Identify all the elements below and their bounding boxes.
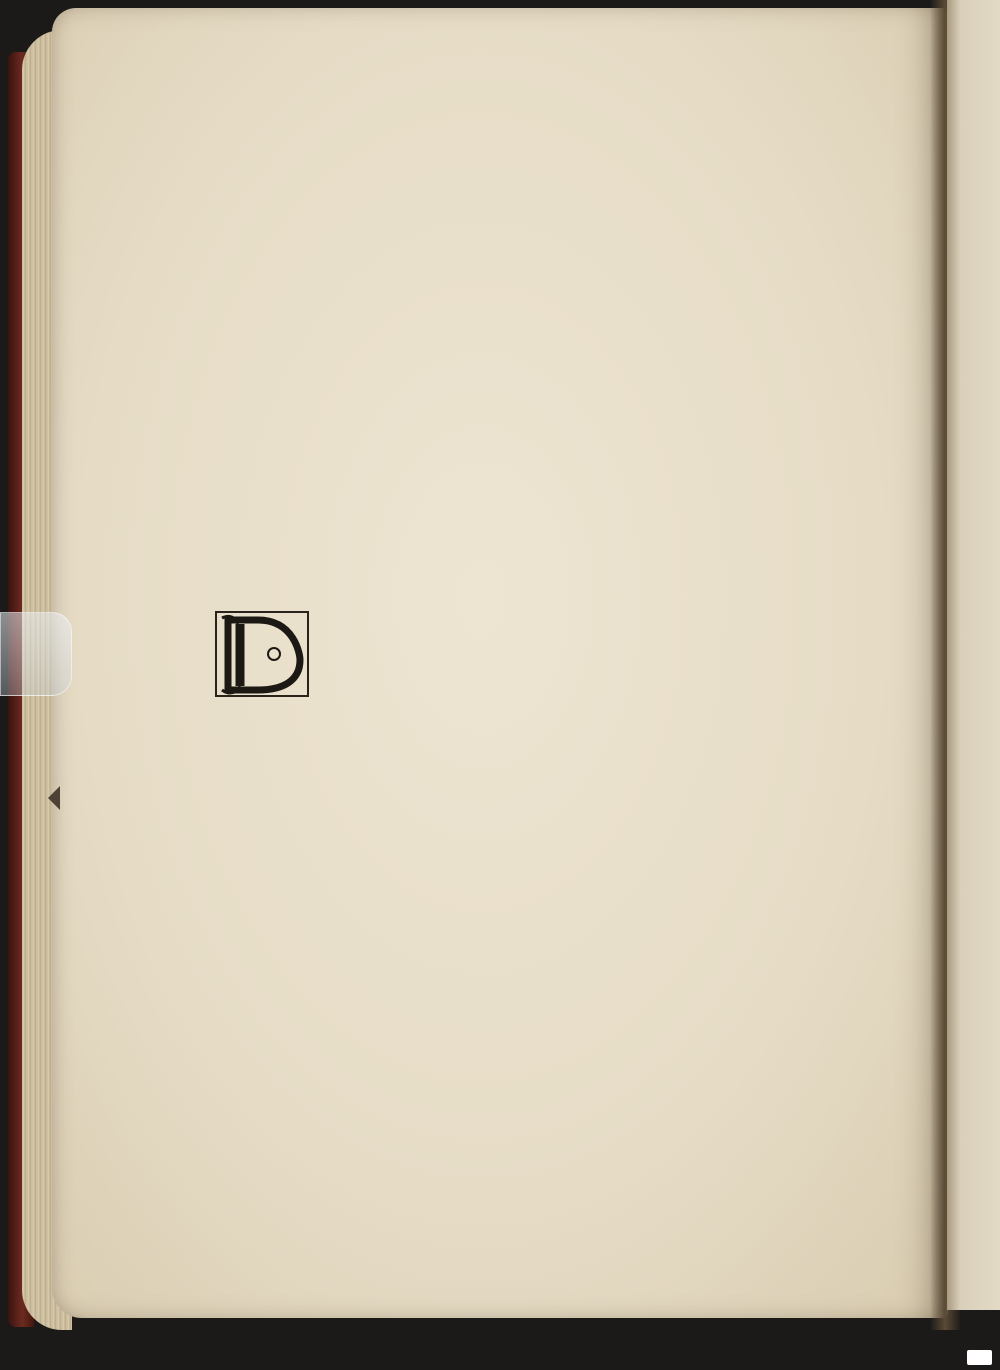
facing-page-edge [947,0,1000,1310]
page-clip-marker [0,612,72,696]
footer-bar [0,1344,1000,1370]
decorated-initial-d-icon [214,610,310,698]
book-page [52,8,948,1318]
dfg-logo-icon [967,1350,992,1365]
